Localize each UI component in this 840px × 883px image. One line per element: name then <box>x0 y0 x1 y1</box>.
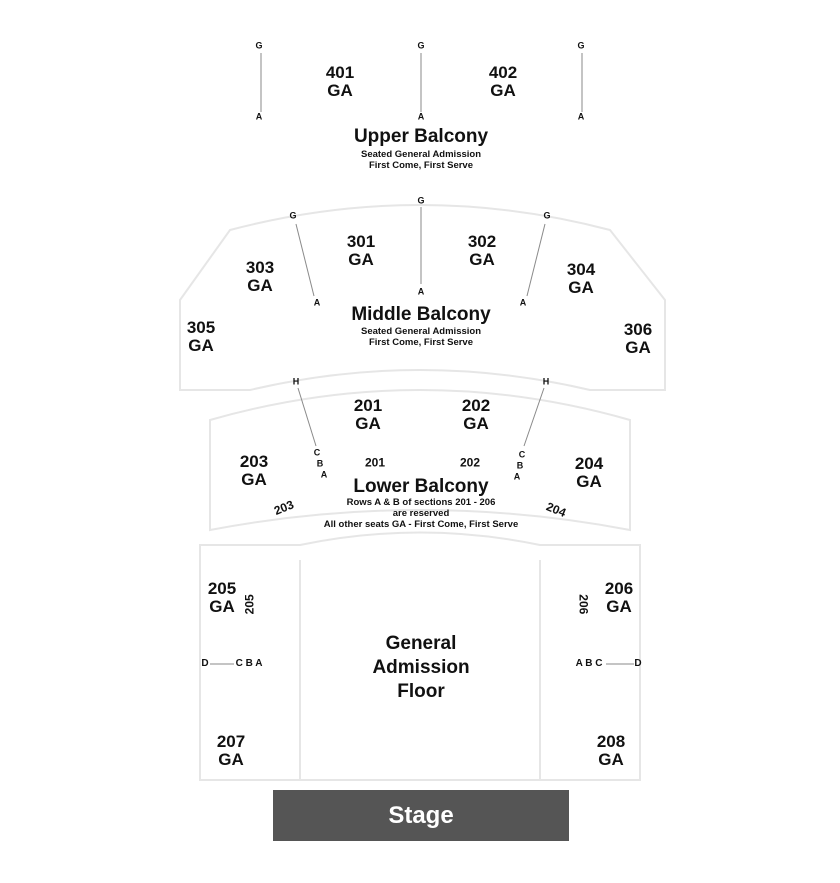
section-ga: GA <box>241 469 267 489</box>
row-marker-b: B <box>516 460 524 471</box>
middle-balcony-outline <box>180 205 665 390</box>
front-row-201-label: 201 <box>364 455 386 470</box>
row-marker-b: B <box>316 458 324 469</box>
row-marker-g: G <box>255 40 263 51</box>
section-206[interactable] <box>605 580 633 616</box>
section-ga: GA <box>598 749 624 769</box>
section-206-side-label: 206 <box>576 594 591 615</box>
section-ga: GA <box>247 275 273 295</box>
row-marker-d: D <box>634 657 642 669</box>
section-number: 202 <box>461 396 491 415</box>
section-number: 305 <box>186 318 216 337</box>
section-401[interactable] <box>326 64 354 100</box>
middle-balcony-note: Seated General Admission <box>360 326 482 337</box>
row-marker-c: C <box>518 449 526 460</box>
row-marker-g: G <box>577 40 585 51</box>
floor-label-line: Admission <box>372 656 470 678</box>
section-number: 304 <box>566 260 596 279</box>
section-number: 306 <box>623 320 653 339</box>
aisle-303-301 <box>296 224 314 296</box>
middle-balcony-note: First Come, First Serve <box>368 337 474 348</box>
row-marker-a: A <box>513 471 521 482</box>
section-ga: GA <box>327 80 353 100</box>
section-306[interactable] <box>624 321 652 357</box>
section-number: 204 <box>574 454 604 473</box>
section-ga: GA <box>576 471 602 491</box>
lower-balcony-note: All other seats GA - First Come, First Serve <box>323 519 519 530</box>
row-marker-a: A <box>577 111 585 122</box>
row-marker-a: A <box>417 111 425 122</box>
section-ga: GA <box>218 749 244 769</box>
section-ga: GA <box>463 413 489 433</box>
row-marker-g: G <box>417 195 425 206</box>
section-204[interactable] <box>575 455 603 491</box>
upper-balcony-title: Upper Balcony <box>353 126 489 147</box>
section-number: 203 <box>239 452 269 471</box>
section-number: 302 <box>467 232 497 251</box>
section-ga: GA <box>606 596 632 616</box>
section-number: 401 <box>325 63 355 82</box>
front-row-202-label: 202 <box>459 455 481 470</box>
row-marker-a: A <box>313 297 321 308</box>
section-ga: GA <box>469 249 495 269</box>
section-402[interactable] <box>489 64 517 100</box>
row-marker-c: C <box>313 447 321 458</box>
section-205[interactable] <box>208 580 236 616</box>
section-ga: GA <box>625 337 651 357</box>
section-number: 206 <box>604 579 634 598</box>
section-208[interactable] <box>597 733 625 769</box>
floor-label-line: Floor <box>397 680 445 702</box>
section-number: 207 <box>216 732 246 751</box>
row-marker-a: A <box>255 111 263 122</box>
section-203[interactable] <box>240 453 268 489</box>
row-marker-a: A <box>417 286 425 297</box>
section-303[interactable] <box>246 259 274 295</box>
aisle-302-304 <box>527 224 545 296</box>
aisle-203-201 <box>298 388 316 446</box>
section-ga: GA <box>188 335 214 355</box>
section-301[interactable] <box>347 233 375 269</box>
row-marker-a: A <box>519 297 527 308</box>
row-marker-h: H <box>292 376 300 387</box>
upper-balcony-note: Seated General Admission <box>360 149 482 160</box>
section-number: 205 <box>207 579 237 598</box>
section-304[interactable] <box>567 261 595 297</box>
stage: Stage <box>273 790 569 841</box>
section-201[interactable] <box>354 397 382 433</box>
row-marker-a: A <box>320 469 328 480</box>
row-markers-cba: C B A <box>235 657 263 669</box>
floor-label-line: General <box>385 633 457 654</box>
general-admission-floor[interactable] <box>372 632 469 703</box>
front-row-203-label: 203 <box>271 497 296 518</box>
section-205-side-label: 205 <box>242 594 257 615</box>
section-number: 201 <box>353 396 383 415</box>
section-202[interactable] <box>462 397 490 433</box>
row-marker-g: G <box>417 40 425 51</box>
row-markers-abc: A B C <box>575 657 603 669</box>
section-ga: GA <box>209 596 235 616</box>
section-207[interactable] <box>217 733 245 769</box>
middle-balcony-title: Middle Balcony <box>351 304 491 325</box>
section-ga: GA <box>348 249 374 269</box>
upper-balcony-note: First Come, First Serve <box>368 160 474 171</box>
section-305[interactable] <box>187 319 215 355</box>
section-number: 303 <box>245 258 275 277</box>
lower-balcony-note: are reserved <box>392 508 450 519</box>
row-marker-h: H <box>542 376 550 387</box>
section-ga: GA <box>568 277 594 297</box>
front-row-204-label: 204 <box>544 499 569 520</box>
section-302[interactable] <box>468 233 496 269</box>
row-marker-d: D <box>201 657 209 669</box>
aisle-202-204 <box>524 388 544 446</box>
lower-balcony-note: Rows A & B of sections 201 - 206 <box>346 497 496 508</box>
section-ga: GA <box>490 80 516 100</box>
section-number: 402 <box>488 63 518 82</box>
lower-balcony-title: Lower Balcony <box>353 476 489 497</box>
section-ga: GA <box>355 413 381 433</box>
row-marker-g: G <box>289 210 297 221</box>
section-number: 301 <box>346 232 376 251</box>
section-number: 208 <box>596 732 626 751</box>
row-marker-g: G <box>543 210 551 221</box>
